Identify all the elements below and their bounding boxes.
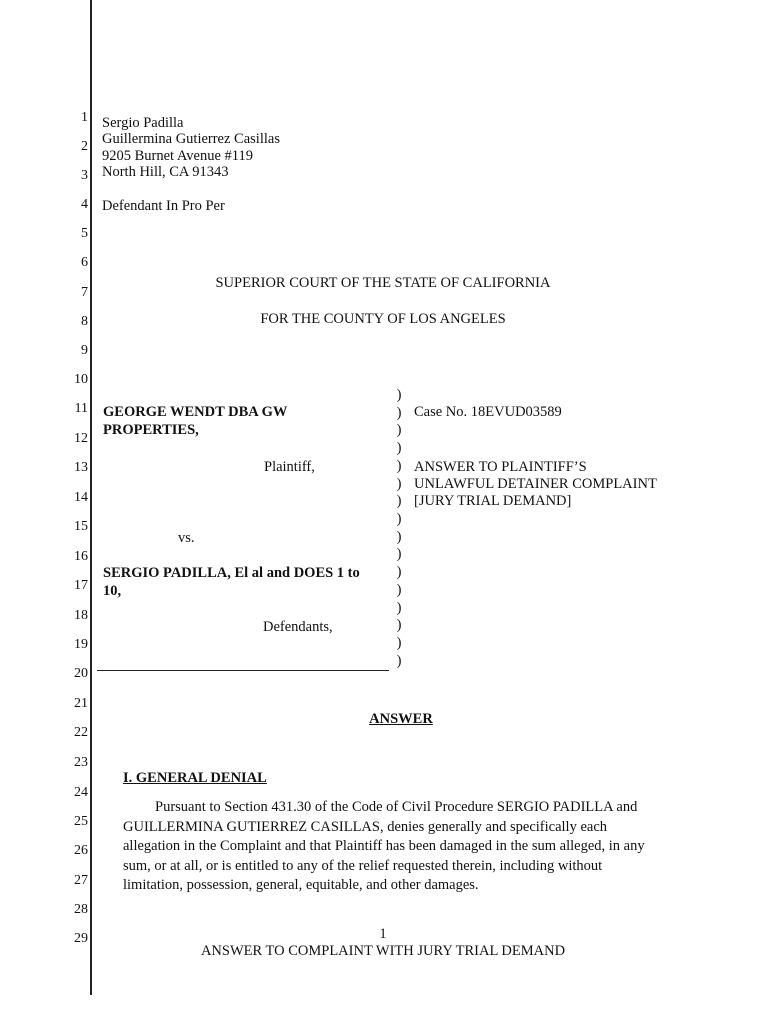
paragraph-line: allegation in the Complaint and that Plaintiff has been damaged in the sum alleged, in any	[123, 838, 645, 854]
paragraph-line: GUILLERMINA GUTIERREZ CASILLAS, denies generally and specifically each	[123, 818, 608, 835]
line-number: 14	[74, 490, 88, 505]
line-number: 2	[81, 139, 88, 154]
line-number: 23	[74, 755, 88, 770]
party-name-2: Guillermina Gutierrez Casillas	[102, 131, 280, 147]
paragraph-line: limitation, possession, general, equitable, and other damages.	[123, 877, 479, 893]
caption-paren: )	[396, 458, 402, 474]
caption-rule	[97, 670, 389, 671]
defendant-name-line-2: 10,	[103, 583, 122, 599]
caption-paren: )	[396, 617, 402, 633]
caption-paren: )	[396, 546, 402, 562]
answer-heading: ANSWER	[369, 711, 433, 727]
line-number: 5	[81, 226, 88, 241]
party-capacity: Defendant In Pro Per	[102, 198, 225, 214]
document-title-line-1: ANSWER TO PLAINTIFF’S	[414, 459, 587, 475]
line-number: 28	[74, 902, 88, 917]
caption-paren: )	[396, 600, 402, 616]
caption-paren: )	[396, 653, 402, 669]
line-number: 7	[81, 285, 88, 300]
line-number: 18	[74, 608, 88, 623]
line-number: 22	[74, 725, 88, 740]
line-number: 24	[74, 785, 88, 800]
page-number: 1	[379, 926, 387, 942]
general-denial-paragraph	[123, 798, 683, 896]
party-name-1: Sergio Padilla	[102, 115, 184, 131]
caption-paren: )	[396, 476, 402, 492]
line-number: 3	[81, 168, 88, 183]
line-number: 9	[81, 343, 88, 358]
footer-title: ANSWER TO COMPLAINT WITH JURY TRIAL DEMAND	[200, 943, 566, 959]
left-margin-rule	[90, 0, 92, 995]
line-number: 1	[81, 110, 88, 125]
line-number: 11	[74, 401, 88, 416]
line-number: 29	[74, 931, 88, 946]
caption-paren: )	[396, 440, 402, 456]
address-line-1: 9205 Burnet Avenue #119	[102, 148, 254, 164]
line-number: 27	[74, 873, 88, 888]
caption-paren: )	[396, 529, 402, 545]
line-number: 26	[74, 843, 88, 858]
line-number: 4	[81, 197, 88, 212]
address-line-2: North Hill, CA 91343	[102, 164, 229, 180]
line-number: 17	[74, 578, 88, 593]
caption-paren: )	[396, 635, 402, 651]
line-number: 15	[74, 519, 88, 534]
line-number: 10	[74, 372, 88, 387]
court-county: FOR THE COUNTY OF LOS ANGELES	[260, 311, 506, 327]
defendant-name-line-1: SERGIO PADILLA, El al and DOES 1 to	[103, 565, 360, 581]
caption-paren: )	[396, 387, 402, 403]
case-number: Case No. 18EVUD03589	[414, 404, 562, 420]
section-heading: I. GENERAL DENIAL	[123, 770, 267, 786]
caption-paren: )	[396, 582, 402, 598]
caption-paren: )	[396, 405, 402, 421]
line-number: 19	[74, 637, 88, 652]
versus-label: vs.	[178, 530, 195, 546]
caption-paren: )	[396, 511, 402, 527]
line-number: 13	[74, 460, 88, 475]
caption-paren: )	[396, 422, 402, 438]
document-title-line-2: UNLAWFUL DETAINER COMPLAINT	[414, 476, 657, 492]
paragraph-line: Pursuant to Section 431.30 of the Code of Civil Procedure SERGIO PADILLA and	[155, 799, 638, 815]
paragraph-line: sum, or at all, or is entitled to any of the relief requested therein, including without	[123, 857, 603, 874]
line-number: 25	[74, 814, 88, 829]
court-title: SUPERIOR COURT OF THE STATE OF CALIFORNIA	[215, 275, 551, 291]
line-number: 21	[74, 696, 88, 711]
line-number: 20	[74, 666, 88, 681]
document-title-line-3: [JURY TRIAL DEMAND]	[414, 493, 572, 509]
plaintiff-role: Plaintiff,	[264, 459, 315, 475]
plaintiff-name-line-2: PROPERTIES,	[103, 422, 199, 438]
line-number: 6	[81, 255, 88, 270]
line-number: 12	[74, 431, 88, 446]
caption-paren: )	[396, 564, 402, 580]
caption-paren: )	[396, 493, 402, 509]
defendant-role: Defendants,	[263, 619, 333, 635]
line-number: 16	[74, 549, 88, 564]
line-number: 8	[81, 314, 88, 329]
plaintiff-name-line-1: GEORGE WENDT DBA GW	[103, 404, 288, 420]
